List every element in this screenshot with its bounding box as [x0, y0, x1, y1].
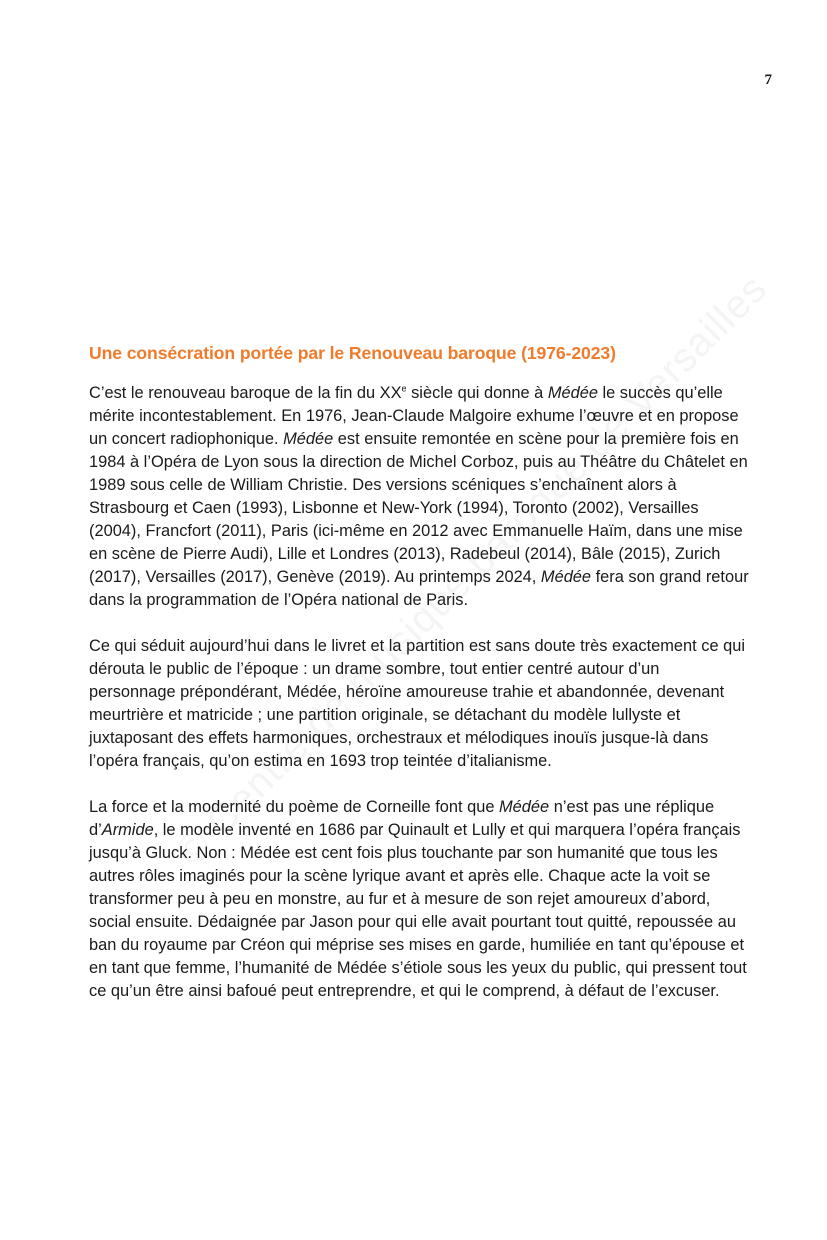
- paragraph-1: C’est le renouveau baroque de la fin du XXe siècle qui donne à Médée le succès qu’elle mérite incontestablement. En 1976, Jean-Claude Malgoire exhume l’œuvre et en propose un concert radiophonique. Médée est ensuite remontée en scène pour la première fois en 1984 à l’Opéra de Lyon sous la direction de Michel Corboz, puis au Théâtre du Châtelet en 1989 sous celle de William Christie. Des versions scéniques s’enchaînent alors à Strasbourg et Caen (1993), Lisbonne et New-York (1994), Toronto (2002), Versailles (2004), Francfort (2011), Paris (ici-même en 2012 avec Emmanuelle Haïm, dans une mise en scène de Pierre Audi), Lille et Londres (2013), Radebeul (2014), Bâle (2015), Zurich (2017), Versailles (2017), Genève (2019). Au printemps 2024, Médée fera son grand retour dans la programmation de l’Opéra national de Paris.: [89, 383, 749, 609]
- article-body: [89, 340, 749, 1026]
- page-number: 7: [764, 72, 772, 88]
- section-title: Une consécration portée par le Renouveau baroque (1976-2023): [89, 343, 616, 363]
- paragraph-2: Ce qui séduit aujourd’hui dans le livret et la partition est sans doute très exactement ce qui dérouta le public de l’époque : un drame sombre, tout entier centré autour d’un personnage prépondérant, Médée, héroïne amoureuse trahie et abandonnée, devenant meurtrière et matricide ; une partition originale, se détachant du modèle lullyste et juxtaposant des effets harmoniques, orchestraux et mélodiques inouïs jusque-là dans l’opéra français, qu’on estima en 1693 trop teintée d’italianisme.: [89, 637, 746, 770]
- superscript: e: [401, 383, 407, 394]
- paragraph-3: La force et la modernité du poème de Corneille font que Médée n’est pas une réplique d’Armide, le modèle inventé en 1686 par Quinault et Lully et qui marquera l’opéra français jusqu’à Gluck. Non : Médée est cent fois plus touchante par son humanité que tous les autres rôles imaginés pour la scène lyrique avant et après elle. Chaque acte la voit se transformer peu à peu en monstre, au fur et à mesure de son rejet amoureux d’abord, social ensuite. Dédaignée par Jason pour qui elle avait pourtant tout quitté, repoussée au ban du royaume par Créon qui méprise ses mises en garde, humiliée en tant qu’épouse et en tant que femme, l’humanité de Médée s’étiole sous les yeux du public, qui pressent tout ce qu’un être ainsi bafoué peut entreprendre, et qui le comprend, à défaut de l’excuser.: [89, 798, 747, 1000]
